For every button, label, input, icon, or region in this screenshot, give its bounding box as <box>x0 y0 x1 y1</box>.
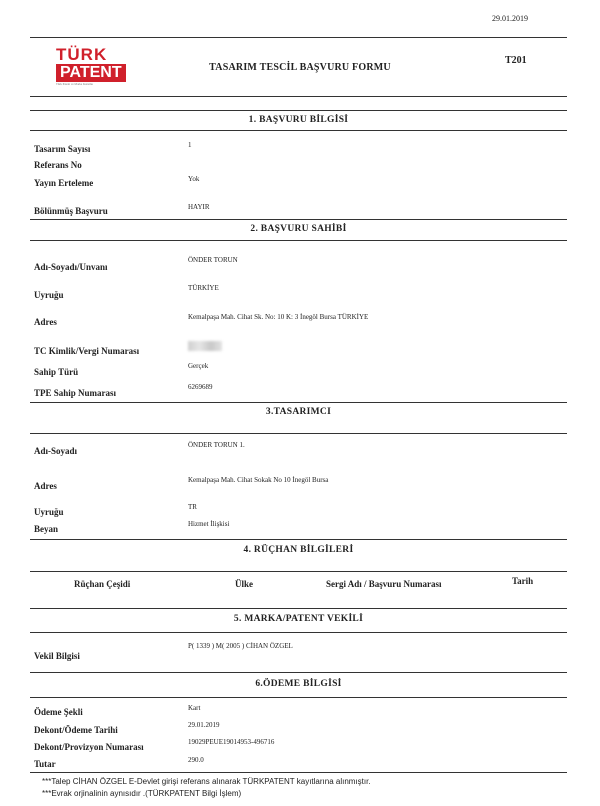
field-value: ÖNDER TORUN 1. <box>188 441 245 449</box>
field-value: Kart <box>188 704 201 712</box>
logo-line-1: TÜRK <box>56 45 108 64</box>
field-label: Vekil Bilgisi <box>34 651 80 661</box>
form-title: TASARIM TESCİL BAŞVURU FORMU <box>209 62 391 73</box>
column-header: Ülke <box>235 579 253 589</box>
footer-note: ***Evrak orjinalinin aynısıdır .(TÜRKPATENT Bilgi İşlem) <box>42 789 242 798</box>
field-label: Dekont/Provizyon Numarası <box>34 742 144 752</box>
section-4-title: 4. RÜÇHAN BİLGİLERİ <box>243 545 354 555</box>
document-date: 29.01.2019 <box>492 14 528 23</box>
divider <box>30 632 567 633</box>
footer-note: ***Talep CİHAN ÖZGEL E-Devlet girişi referans alınarak TÜRKPATENT kayıtlarına alınmıştır. <box>42 777 371 786</box>
section-3-title: 3.TASARIMCI <box>265 407 332 417</box>
divider <box>30 697 567 698</box>
logo-tagline: Türk Patent ve Marka Kurumu <box>56 82 93 86</box>
field-label: Adı-Soyadı <box>34 446 78 456</box>
field-label: Tasarım Sayısı <box>34 144 91 154</box>
field-value: HAYIR <box>188 203 210 211</box>
column-header: Rüçhan Çeşidi <box>74 579 131 589</box>
field-value: Hizmet İlişkisi <box>188 520 230 528</box>
divider <box>30 772 567 773</box>
field-value: Kemalpaşa Mah. Cihat Sk. No: 10 K: 3 İnegöl Bursa TÜRKİYE <box>188 313 369 321</box>
field-value: ÖNDER TORUN <box>188 256 238 264</box>
divider <box>30 130 567 131</box>
divider <box>30 219 567 220</box>
divider <box>30 240 567 241</box>
field-value: P( 1339 ) M( 2005 ) CİHAN ÖZGEL <box>188 642 293 650</box>
field-value: TÜRKİYE <box>188 284 219 292</box>
field-label: Beyan <box>34 524 59 534</box>
divider <box>30 402 567 403</box>
field-value: 6269689 <box>188 383 213 391</box>
field-label: Adres <box>34 481 57 491</box>
divider <box>30 672 567 673</box>
divider <box>30 110 567 111</box>
form-code: T201 <box>505 55 527 66</box>
divider <box>30 608 567 609</box>
field-value: 290.0 <box>188 756 204 764</box>
field-value: Gerçek <box>188 362 209 370</box>
field-label: TPE Sahip Numarası <box>34 388 117 398</box>
field-label: Referans No <box>34 160 82 170</box>
field-label: Bölünmüş Başvuru <box>34 206 108 216</box>
field-label: Sahip Türü <box>34 367 79 377</box>
field-label: Dekont/Ödeme Tarihi <box>34 725 118 735</box>
field-label: TC Kimlik/Vergi Numarası <box>34 346 140 356</box>
field-label: Uyruğu <box>34 290 64 300</box>
field-value: TR <box>188 503 197 511</box>
section-1-title: 1. BAŞVURU BİLGİSİ <box>248 115 349 125</box>
field-value: Yok <box>188 175 200 183</box>
field-value: 19029PEUE19014953-496716 <box>188 738 275 746</box>
section-5-title: 5. MARKA/PATENT VEKİLİ <box>233 614 364 624</box>
field-label: Yayın Erteleme <box>34 178 94 188</box>
field-label: Adı-Soyadı/Unvanı <box>34 262 108 272</box>
section-2-title: 2. BAŞVURU SAHİBİ <box>250 224 347 234</box>
column-header: Tarih <box>512 576 534 586</box>
field-label: Uyruğu <box>34 507 64 517</box>
field-label: Ödeme Şekli <box>34 707 83 717</box>
field-label: Tutar <box>34 759 56 769</box>
section-6-title: 6.ÖDEME BİLGİSİ <box>255 679 342 689</box>
field-value: 1 <box>188 141 192 149</box>
field-label: Adres <box>34 317 57 327</box>
logo-line-2: PATENT <box>56 64 126 82</box>
divider <box>30 571 567 572</box>
divider <box>30 539 567 540</box>
field-value: 29.01.2019 <box>188 721 220 729</box>
column-header: Sergi Adı / Başvuru Numarası <box>326 579 442 589</box>
field-value: Kemalpaşa Mah. Cihat Sokak No 10 İnegöl Bursa <box>188 476 329 484</box>
redacted-id-value <box>188 341 222 351</box>
divider <box>30 433 567 434</box>
